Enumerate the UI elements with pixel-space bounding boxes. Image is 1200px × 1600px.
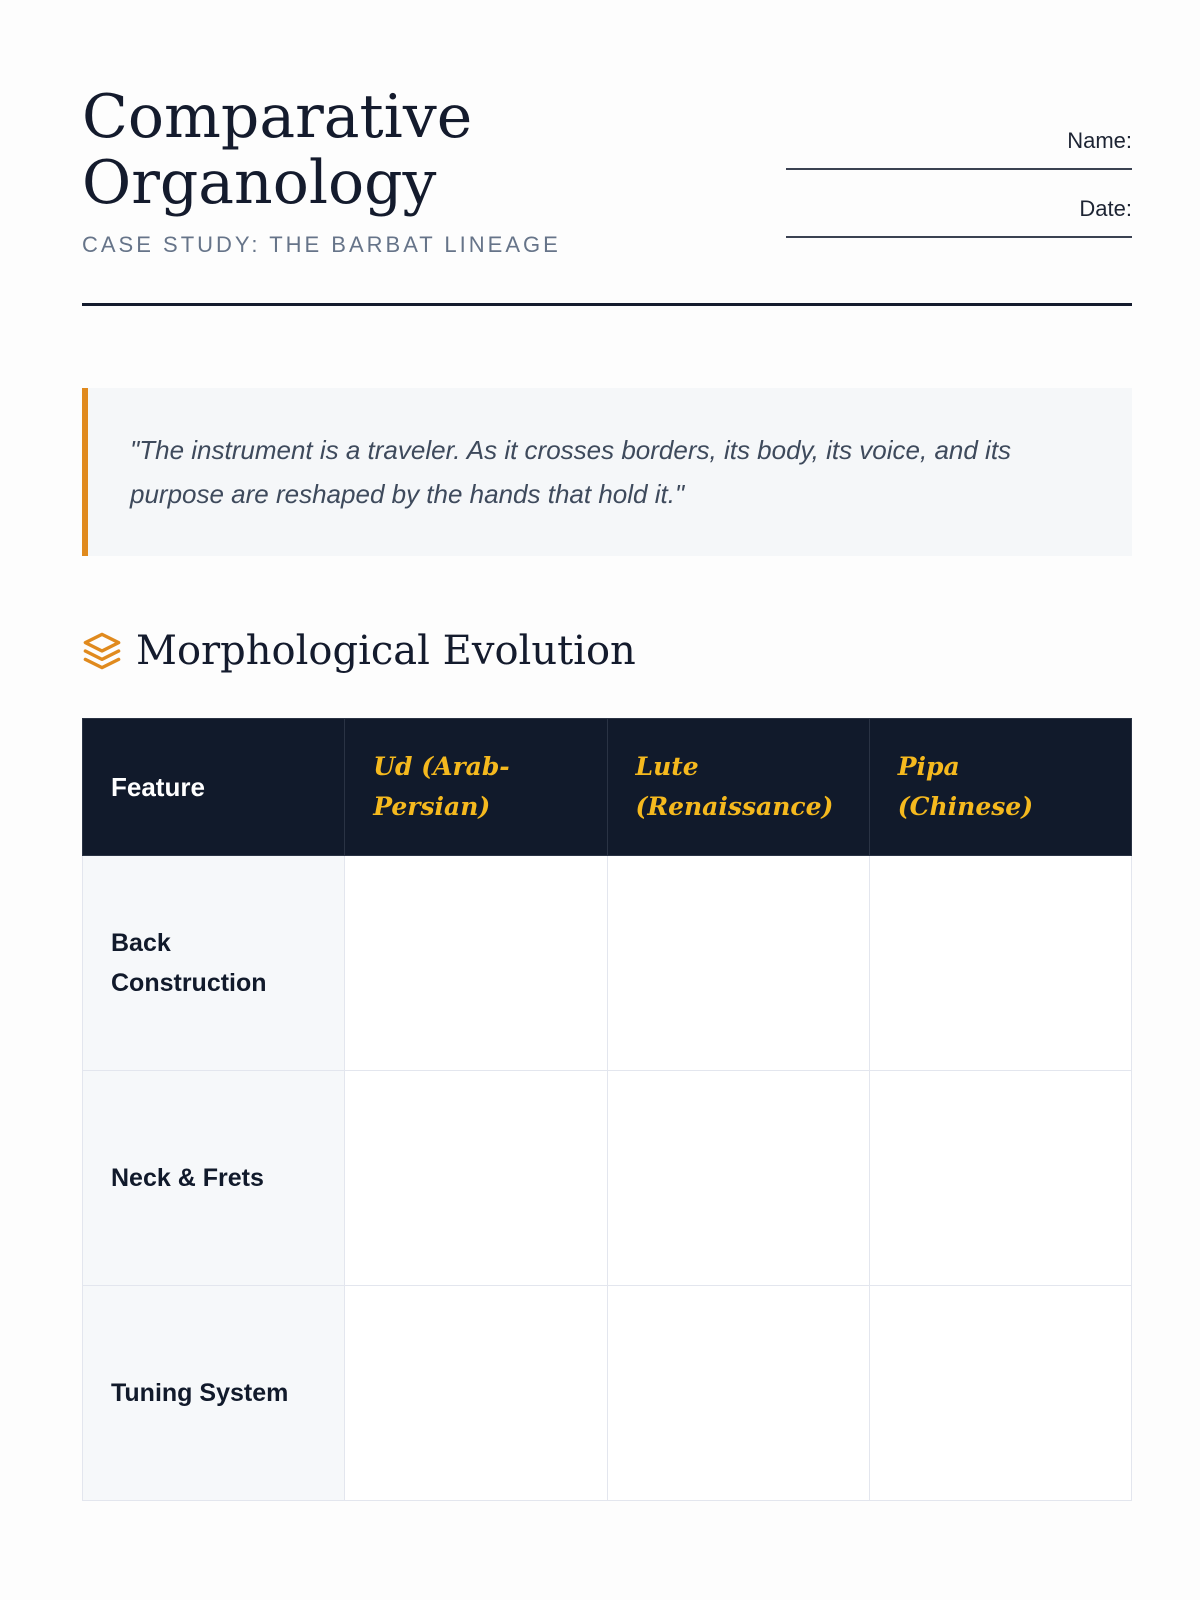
layers-icon: [82, 631, 122, 671]
table-header-row: [83, 719, 1132, 856]
row-label-tuning-system: Tuning System: [83, 1286, 345, 1501]
answer-cell-ud[interactable]: [345, 1286, 607, 1501]
section-title: Morphological Evolution: [136, 628, 636, 674]
table-row: [83, 856, 1132, 1071]
column-header-lute: Lute (Renaissance): [607, 719, 869, 856]
row-label-neck-frets: Neck & Frets: [83, 1071, 345, 1286]
column-header-ud: Ud (Arab-Persian): [345, 719, 607, 856]
header-divider: [82, 303, 1132, 306]
answer-cell-lute[interactable]: [607, 1286, 869, 1501]
name-field[interactable]: [786, 128, 1132, 196]
answer-cell-lute[interactable]: [607, 856, 869, 1071]
answer-cell-pipa[interactable]: [869, 1286, 1131, 1501]
worksheet-header: [82, 84, 1132, 306]
quote-text: "The instrument is a traveler. As it crosses borders, its body, its voice, and its purpose are reshaped by the hands that hold it.": [130, 435, 1012, 509]
answer-cell-ud[interactable]: [345, 856, 607, 1071]
date-field[interactable]: [786, 196, 1132, 264]
column-header-feature: Feature: [83, 719, 345, 856]
table-row: [83, 1071, 1132, 1286]
answer-cell-lute[interactable]: [607, 1071, 869, 1286]
answer-cell-pipa[interactable]: [869, 856, 1131, 1071]
page-title: Comparative Organology: [82, 82, 473, 218]
date-label: Date:: [1079, 196, 1132, 221]
comparison-table: [82, 718, 1132, 1501]
answer-cell-pipa[interactable]: [869, 1071, 1131, 1286]
student-info-fields: [786, 128, 1132, 264]
name-label: Name:: [1067, 128, 1132, 153]
name-blank-line[interactable]: [786, 168, 1132, 170]
column-header-pipa: Pipa (Chinese): [869, 719, 1131, 856]
answer-cell-ud[interactable]: [345, 1071, 607, 1286]
table-row: [83, 1286, 1132, 1501]
row-label-back-construction: Back Construction: [83, 856, 345, 1071]
date-blank-line[interactable]: [786, 236, 1132, 238]
epigraph-quote: [82, 388, 1132, 556]
page-subtitle: CASE STUDY: THE BARBAT LINEAGE: [82, 232, 561, 257]
